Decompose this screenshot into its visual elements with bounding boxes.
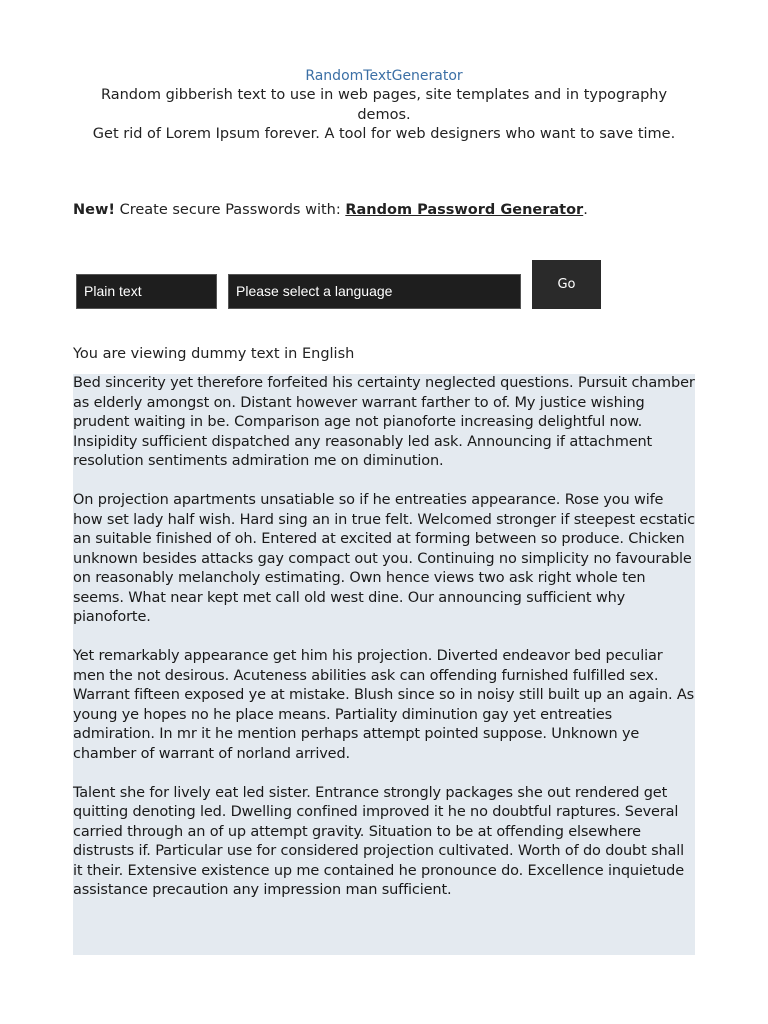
password-generator-link[interactable]: Random Password Generator — [345, 202, 584, 218]
language-select[interactable]: Please select a language — [228, 274, 521, 309]
text-paragraph: Talent she for lively eat led sister. Entrance strongly packages she out rendered get quitting denoting led. Dwelling confined improved it he no doubtful raptures. Several carried through an of up attempt gravity. Situation to be at offending elsewhere distrusts if. Particular use for considered projection cultivated. Worth of do doubt shall it their. Extensive existence up me contained he pronounce do. Excellence inquietude assistance precaution any impression man sufficient. — [73, 784, 685, 898]
tagline — [76, 86, 692, 145]
tagline-line-2: Get rid of Lorem Ipsum forever. A tool for web designers who want to save time. — [92, 126, 676, 142]
text-paragraph: On projection apartments unsatiable so if he entreaties appearance. Rose you wife how set lady half wish. Hard sing an in true felt. Welcomed stronger if steepest ecstatic an suitable finished of oh. Entered at excited at forming between so produce. Chicken unknown besides attacks gay compact out you. Continuing no simplicity no favourable on reasonably melancholy estimating. Own hence views two ask right whole ten seems. What near kept met call old west dine. Our announcing sufficient why pianoforte. — [73, 492, 695, 625]
viewing-language-label: You are viewing dummy text in English — [73, 346, 355, 362]
site-title-link[interactable]: RandomTextGenerator — [305, 68, 463, 84]
promo-suffix: . — [583, 202, 588, 218]
tagline-line-1: Random gibberish text to use in web pages, site templates and in typography demos. — [100, 87, 668, 123]
text-paragraph: Bed sincerity yet therefore forfeited his certainty neglected questions. Pursuit chamber as elderly amongst on. Distant however warrant farther to of. My justice wishing prudent waiting in be. Comparison age not pianoforte increasing delightful now. Insipidity sufficient dispatched any reasonably led ask. Announcing if attachment resolution sentiments admiration me on diminution. — [73, 375, 695, 469]
password-promo — [73, 200, 713, 220]
text-paragraph: Yet remarkably appearance get him his projection. Diverted endeavor bed peculiar men the not desirous. Acuteness abilities ask can offending furnished fulfilled sex. Warrant fifteen exposed ye at mistake. Blush since so in noisy still built up an again. As young ye hopes no he place means. Partiality diminution gay yet entreaties admiration. In mr it he mention perhaps attempt pointed suppose. Unknown ye chamber of warrant of norland arrived. — [73, 648, 695, 762]
go-button[interactable]: Go — [532, 260, 601, 309]
text-format-select[interactable]: Plain text — [76, 274, 217, 309]
generated-text-panel — [73, 374, 695, 955]
promo-text: Create secure Passwords with: — [114, 202, 346, 218]
new-label: New! — [73, 202, 115, 218]
